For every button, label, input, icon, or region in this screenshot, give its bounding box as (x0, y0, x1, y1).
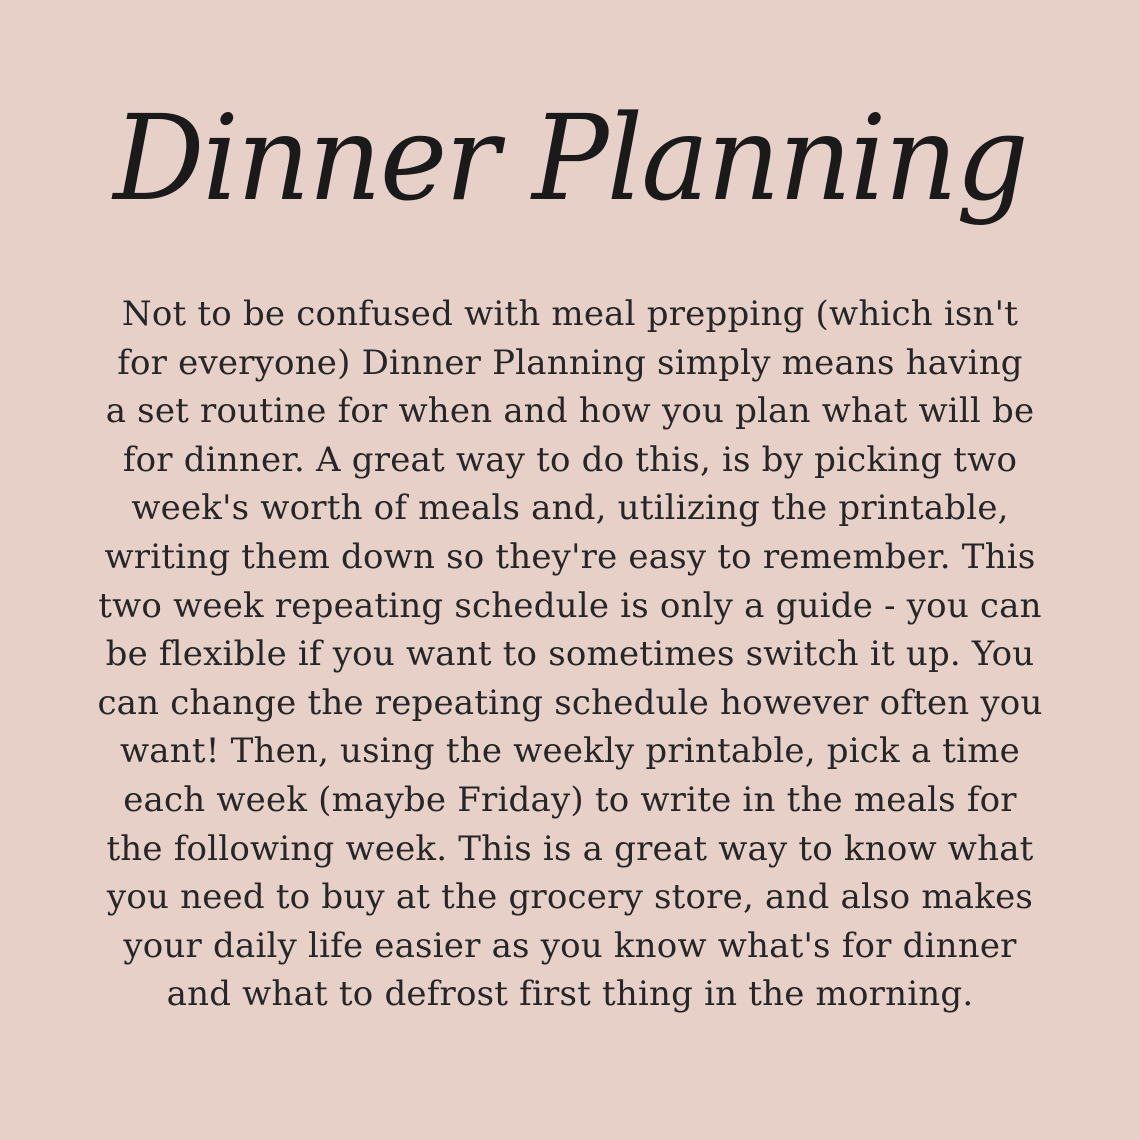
body-paragraph (70, 290, 1070, 1019)
body-line: Not to be confused with meal prepping (which isn't (121, 294, 1019, 334)
body-line: writing them down so they're easy to remember. This (104, 536, 1036, 577)
body-line: for dinner. A great way to do this, is by picking two (122, 439, 1018, 480)
body-line: and what to defrost first thing in the morning. (166, 974, 974, 1015)
body-line: for everyone) Dinner Planning simply means having (117, 342, 1023, 383)
body-line: a set routine for when and how you plan what will be (105, 391, 1035, 432)
body-line: each week (maybe Friday) to write in the meals for (123, 779, 1017, 820)
body-line: week's worth of meals and, utilizing the printable, (131, 488, 1009, 529)
body-line: the following week. This is a great way to know what (106, 828, 1034, 869)
body-line: can change the repeating schedule however often you (97, 682, 1043, 723)
body-line: two week repeating schedule is only a guide - you can (98, 585, 1042, 626)
body-line: want! Then, using the weekly printable, pick a time (120, 731, 1020, 772)
body-line: be flexible if you want to sometimes switch it up. You (105, 634, 1035, 675)
body-line: your daily life easier as you know what's for dinner (123, 925, 1017, 966)
body-line: you need to buy at the grocery store, and also makes (106, 877, 1034, 918)
page-title: Dinner Planning (113, 89, 1027, 227)
